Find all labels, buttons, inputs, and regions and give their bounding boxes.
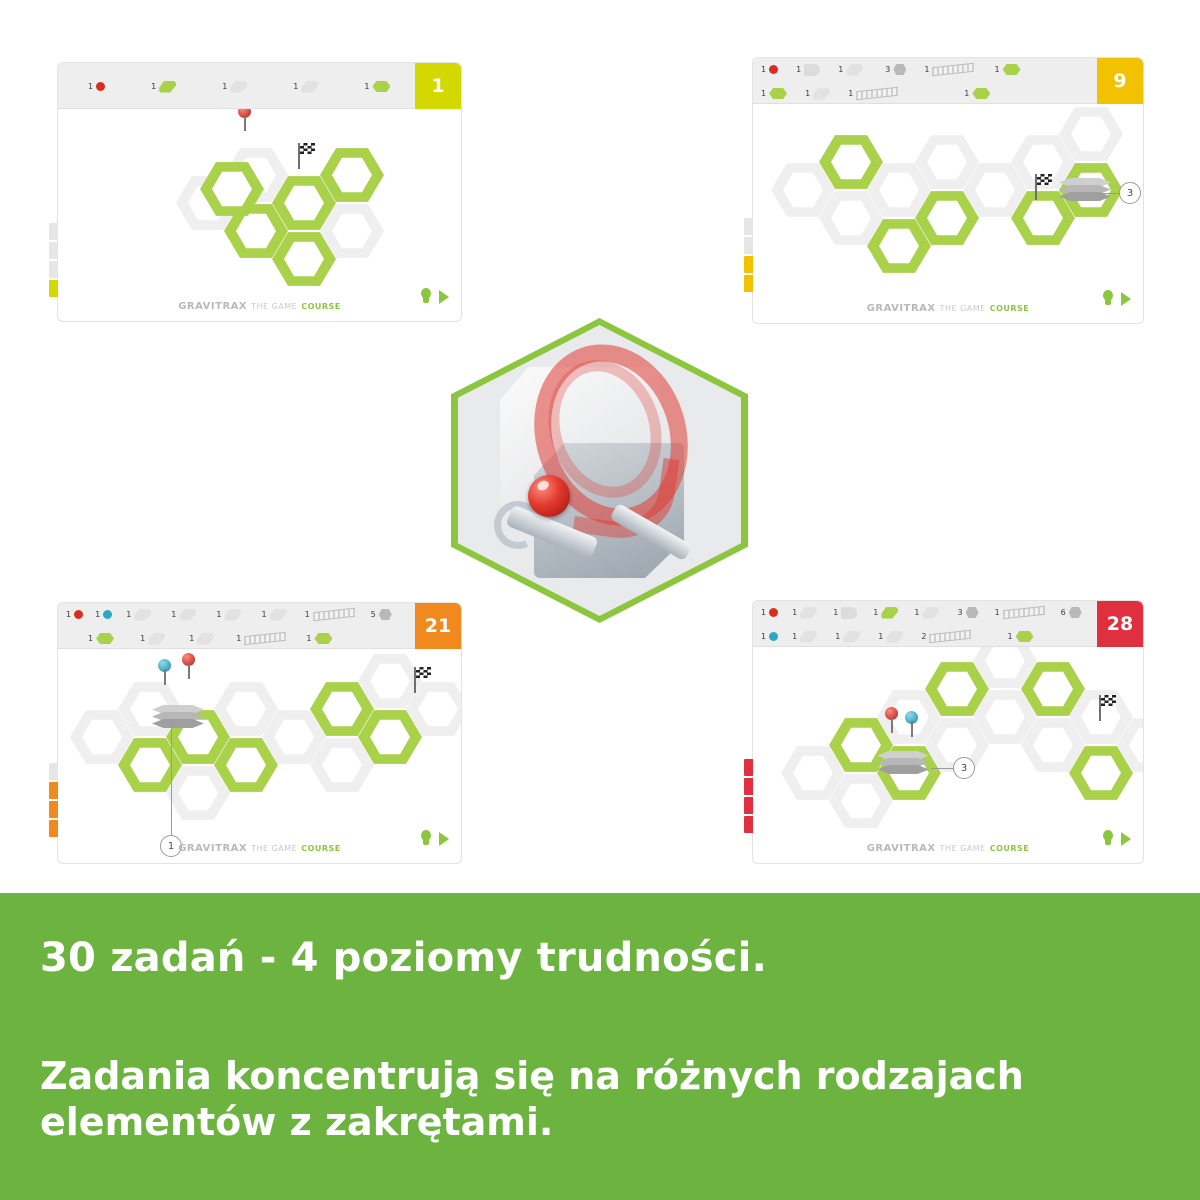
curve-grey-icon [301,81,318,93]
marble-blue-icon [103,610,112,619]
cannon-grey-icon [804,64,820,76]
goal-flag-icon [414,667,436,693]
inventory-item: 1 [761,84,787,104]
rail-grey-icon [313,608,355,621]
curve-grey-icon [134,609,151,621]
curve-grey-icon [886,631,903,643]
marble-red-icon [528,475,570,517]
inventory-item: 1 [835,627,860,647]
loop-element-illustration [451,318,748,623]
hint-button-28[interactable] [1101,830,1131,848]
card-number-badge-21: 21 [415,603,461,649]
inventory-item: 1 [848,84,898,104]
inventory-item: 1 [66,605,83,625]
marble-blue-icon [769,632,778,641]
curve-grey-icon [148,633,165,645]
play-triangle-icon [439,290,449,304]
callout-count: 1 [160,725,182,857]
lightbulb-icon [1101,290,1115,308]
card-number-badge-9: 9 [1097,58,1143,104]
start-marker-red [885,707,899,733]
curve-grey-icon [270,609,287,621]
inventory-item: 1 [95,605,112,625]
second-marker-blue [905,711,919,737]
difficulty-meter-9 [744,218,753,292]
lightbulb-icon [1101,830,1115,848]
brand-footer: GRAVITRAX THE GAME COURSE [866,843,1030,854]
start-marker-red [182,653,196,679]
inventory-item: 1 [761,603,778,623]
hint-button-21[interactable] [419,830,449,848]
drop-arrow-icon [240,139,250,159]
play-triangle-icon [1121,832,1131,846]
card-number-badge-1: 1 [415,63,461,109]
inventory-item: 5 [371,605,392,625]
play-triangle-icon [439,832,449,846]
curve-grey-icon [179,609,196,621]
inventory-item: 1 [261,605,286,625]
inventory-item: 1 [796,60,820,80]
card-inventory-bar-21 [58,603,461,649]
rail-grey-icon [856,87,898,100]
marble-red-icon [74,610,83,619]
inventory-item: 1 [914,603,939,623]
block-grey-icon [379,609,392,620]
card-board-28 [753,647,1143,862]
stacked-blocks [877,751,929,781]
task-card-9[interactable] [752,57,1144,324]
curve-grey-icon [843,631,860,643]
rail-grey-icon [929,630,971,643]
curve-grey-icon [846,64,863,76]
drop-arrow-icon [1081,104,1091,114]
start-marker-red [238,109,252,131]
inventory-item: 1 [964,84,990,104]
goal-flag-icon [1099,695,1121,721]
card-board-21 [58,649,461,862]
card-inventory-bar-9 [753,58,1143,104]
lightbulb-icon [419,288,433,306]
curve-grey-icon [813,88,830,100]
task-card-28[interactable] [752,600,1144,864]
banner-subtext: Zadania koncentrują się na różnych rodzajach elementów z zakrętami. [40,1054,1024,1145]
hint-button-9[interactable] [1101,290,1131,308]
inventory-item: 1 [236,629,286,649]
hint-button-1[interactable] [419,288,449,306]
marble-red-icon [769,608,778,617]
inventory-item: 1 [216,605,241,625]
plate-green-icon [1016,631,1034,642]
rail-grey-icon [1003,606,1045,619]
inventory-item: 1 [126,605,151,625]
task-card-1[interactable] [57,62,462,322]
curve-green-icon [159,81,176,93]
inventory-item: 1 [792,603,817,623]
inventory-item: 1 [306,629,332,649]
inventory-item: 1 [171,605,196,625]
card-number-badge-28: 28 [1097,601,1143,647]
difficulty-meter-21 [49,763,58,837]
inventory-item: 3 [885,60,906,80]
brand-footer: GRAVITRAX THE GAME COURSE [866,303,1030,314]
inventory-item: 3 [957,603,978,623]
inventory-item: 1 [994,60,1020,80]
inventory-item: 1 [833,603,857,623]
rail-grey-icon [932,63,974,76]
inventory-item: 1 [151,77,176,97]
card-board-1 [58,109,461,320]
inventory-item: 1 [878,627,903,647]
inventory-item: 6 [1061,603,1082,623]
inventory-item: 1 [88,629,114,649]
plate-green-icon [1003,64,1021,75]
curve-grey-icon [800,607,817,619]
rail-grey-icon [244,632,286,645]
inventory-item: 2 [921,627,971,647]
callout-count: 3 [1097,182,1141,204]
block-grey-icon [1069,607,1082,618]
inventory-item: 1 [1007,627,1033,647]
difficulty-meter-1 [49,223,58,297]
plate-green-icon [314,633,332,644]
inventory-item: 1 [838,60,863,80]
banner-headline: 30 zadań - 4 poziomy trudności. [40,935,767,981]
inventory-item: 1 [805,84,830,104]
curve-grey-icon [800,631,817,643]
inventory-item: 1 [924,60,974,80]
plate-green-icon [96,633,114,644]
card-board-9 [753,104,1143,322]
inventory-item: 1 [364,77,390,97]
marble-red-icon [769,65,778,74]
plate-green-icon [372,81,390,92]
goal-flag-icon [1035,174,1057,200]
difficulty-meter-28 [744,759,753,833]
inventory-item: 1 [873,603,898,623]
block-grey-icon [966,607,979,618]
inventory-item: 1 [222,77,247,97]
callout-count: 3 [931,757,975,779]
brand-footer: GRAVITRAX THE GAME COURSE [178,301,341,312]
brand-footer: GRAVITRAX THE GAME COURSE [178,843,341,854]
second-marker-blue [158,659,172,685]
curve-grey-icon [230,81,247,93]
card-inventory-bar-28 [753,601,1143,647]
block-grey-icon [893,64,906,75]
lightbulb-icon [419,830,433,848]
inventory-item: 1 [88,77,105,97]
card-inventory-bar-1 [58,63,461,109]
inventory-item: 1 [189,629,214,649]
curve-grey-icon [922,607,939,619]
goal-flag-icon [298,143,320,169]
bottom-banner [0,893,1200,1200]
play-triangle-icon [1121,292,1131,306]
cannon-grey-icon [841,607,857,619]
curve-green-icon [881,607,898,619]
inventory-item: 1 [792,627,817,647]
plate-green-icon [769,88,787,99]
plate-green-icon [972,88,990,99]
marble-red-icon [96,82,105,91]
curve-grey-icon [224,609,241,621]
inventory-item: 1 [293,77,318,97]
curve-grey-icon [197,633,214,645]
inventory-item: 1 [761,60,778,80]
task-card-21[interactable] [57,602,462,864]
inventory-item: 1 [140,629,165,649]
inventory-item: 1 [305,605,355,625]
inventory-item: 1 [761,627,778,647]
inventory-item: 1 [995,603,1045,623]
